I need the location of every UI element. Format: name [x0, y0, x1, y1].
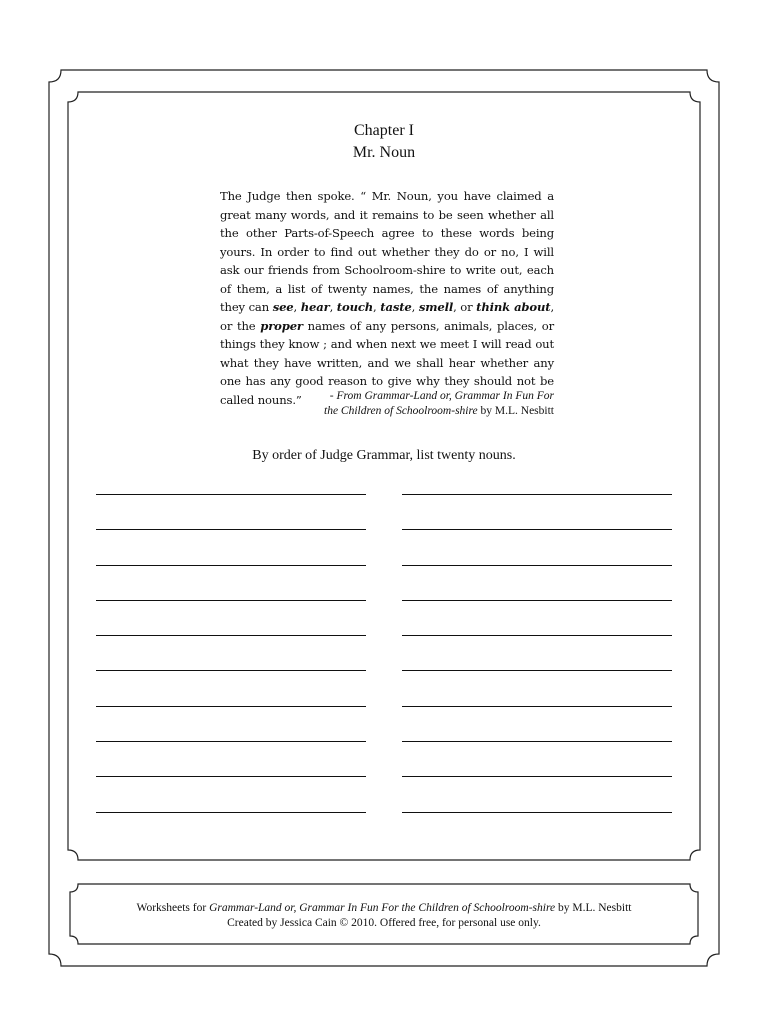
answer-blank-line [402, 494, 672, 495]
footer-line-2: Created by Jessica Cain © 2010. Offered free, for personal use only. [227, 917, 541, 929]
emphasis-smell: smell [418, 300, 454, 314]
chapter-title: Chapter I [354, 122, 414, 139]
instruction-text: By order of Judge Grammar, list twenty nouns. [252, 448, 516, 463]
answer-blank-line [96, 529, 366, 530]
answer-blank-line [402, 812, 672, 813]
answer-blank-line [402, 741, 672, 742]
emphasis-taste: taste [380, 300, 412, 314]
answer-blank-line [402, 565, 672, 566]
answer-blank-line [96, 600, 366, 601]
chapter-subtitle: Mr. Noun [352, 144, 416, 161]
answer-blank-line [96, 776, 366, 777]
answer-blank-line [96, 635, 366, 636]
emphasis-see: see [272, 300, 294, 314]
citation-line-2: the Children of Schoolroom-shire by M.L. Nesbitt [324, 405, 554, 417]
emphasis-touch: touch [336, 300, 374, 314]
answer-blank-line [96, 706, 366, 707]
answer-blank-line [402, 635, 672, 636]
answer-blank-line [402, 706, 672, 707]
citation-line-1: - From Grammar-Land or, Grammar In Fun For [329, 390, 554, 402]
excerpt-citation [240, 389, 554, 419]
footer-line-1: Worksheets for Grammar-Land or, Grammar In Fun For the Children of Schoolroom-shire by M.L. Nesbitt [136, 902, 632, 914]
answer-blank-line [402, 776, 672, 777]
answer-blank-line [402, 670, 672, 671]
chapter-heading [0, 120, 768, 164]
answer-lines [96, 494, 672, 813]
answer-blank-line [96, 565, 366, 566]
answer-blank-line [402, 600, 672, 601]
answer-blank-line [96, 670, 366, 671]
excerpt-text-1: The Judge then spoke. “ Mr. Noun, you have claimed a great many words, and it remains to be seen whether all the other Parts-of-Speech agree to these words being yours. In order to find out whether they do or no, I will ask our friends from Schoolroom-shire to write out, each of them, a list of twenty names, the names of anything they can [220, 189, 554, 314]
answer-blank-line [402, 529, 672, 530]
excerpt-text-2: names of any persons, animals, places, or things they know ; and when next we meet I will read out what they have written, and we shall hear whether any one has any good reason to give why they should not be called nouns.” [220, 318, 554, 407]
footer-credits [0, 901, 768, 931]
emphasis-proper: proper [260, 318, 303, 333]
excerpt-paragraph: The Judge then spoke. “ Mr. Noun, you have claimed a great many words, and it remains to be seen whether all the other Parts-of-Speech agree to these words being yours. In order to find out whether they do or no, I will ask our friends from Schoolroom-shire to write out, each of them, a list of twenty names, the names of anything they can see, hear, touch, taste, smell, or think about, or the proper names of any persons, animals, places, or things they know ; and when next we meet I will read out what they have written, and we shall hear whether any one has any good reason to give why they should not be called nouns.” [220, 189, 554, 407]
answer-blank-line [96, 741, 366, 742]
answer-blank-line [96, 812, 366, 813]
emphasis-think-about: think about [476, 300, 551, 314]
answer-blank-line [96, 494, 366, 495]
emphasis-hear: hear [300, 300, 330, 314]
